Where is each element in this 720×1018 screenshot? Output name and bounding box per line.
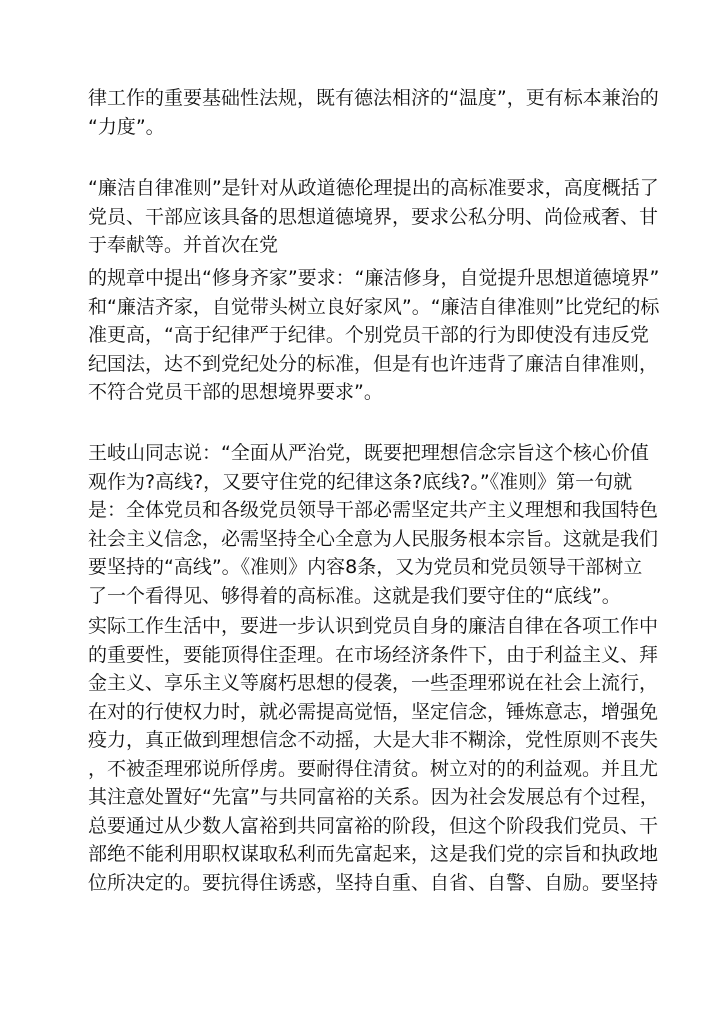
text-line: “廉洁自律准则”是针对从政道德伦理提出的高标准要求，高度概括了 — [88, 177, 659, 199]
text-line: 部绝不能利用职权谋取私利而先富起来，这是我们党的宗旨和执政地 — [88, 843, 659, 865]
text-line: 的重要性，要能顶得住歪理。在市场经济条件下，由于利益主义、拜 — [88, 643, 659, 666]
text-line: 准更高，“高于纪律严于纪律。个别党员干部的行为即使没有违反党 — [88, 324, 649, 346]
paragraph-2 — [88, 174, 659, 260]
text-line: 实际工作生活中，要进一步认识到党员自身的廉洁自律在各项工作中 — [88, 615, 659, 637]
text-line: 的规章中提出“修身齐家”要求：“廉洁修身，自觉提升思想道德境界” — [88, 267, 660, 289]
paragraph-5 — [88, 612, 659, 897]
text-line: 金主义、享乐主义等腐朽思想的侵袭，一些歪理邪说在社会上流行， — [88, 672, 659, 694]
text-line: 于奉献等。并首次在党 — [88, 234, 279, 256]
text-line: 不符合党员干部的思想境界要求”。 — [88, 381, 383, 403]
paragraph-1 — [88, 84, 659, 141]
text-line: 是：全体党员和各级党员领导干部必需坚定共产主义理想和我国特色 — [88, 499, 659, 521]
text-line: 律工作的重要基础性法规，既有德法相济的“温度”，更有标本兼治的 — [88, 87, 659, 109]
text-line: 要坚持的“高线”。《准则》内容8条，又为党员和党员领导干部树立 — [88, 556, 643, 578]
paragraph-4 — [88, 439, 659, 610]
text-line: 疫力，真正做到理想信念不动摇，大是大非不糊涂，党性原则不丧失 — [88, 729, 659, 751]
text-line: 和“廉洁齐家，自觉带头树立良好家风”。“廉洁自律准则”比党纪的标 — [88, 295, 660, 318]
text-line: 其注意处置好“先富”与共同富裕的关系。因为社会发展总有个过程， — [88, 786, 659, 808]
paragraph-3 — [88, 264, 660, 407]
text-line: 党员、干部应该具备的思想道德境界，要求公私分明、尚俭戒奢、甘 — [88, 205, 659, 228]
text-line: 社会主义信念，必需坚持全心全意为人民服务根本宗旨。这就是我们 — [88, 527, 659, 550]
text-line: 总要通过从少数人富裕到共同富裕的阶段，但这个阶段我们党员、干 — [88, 814, 659, 837]
text-line: “力度”。 — [88, 115, 165, 138]
text-line: 观作为?高线?，又要守住党的纪律这条?底线?。”《准则》第一句就 — [88, 470, 633, 493]
text-line: 王岐山同志说：“全面从严治党，既要把理想信念宗旨这个核心价值 — [88, 442, 649, 464]
text-line: 纪国法，达不到党纪处分的标准，但是有也许违背了廉洁自律准则， — [88, 352, 659, 375]
text-line: 位所决定的。要抗得住诱惑，坚持自重、自省、自警、自励。要坚持 — [88, 871, 659, 894]
text-line: 了一个看得见、够得着的高标准。这就是我们要守住的“底线”。 — [88, 584, 621, 607]
text-line: 在对的行使权力时，就必需提高觉悟，坚定信念，锤炼意志，增强免 — [88, 700, 659, 723]
text-line: ，不被歪理邪说所俘虏。要耐得住清贫。树立对的的利益观。并且尤 — [88, 757, 659, 780]
